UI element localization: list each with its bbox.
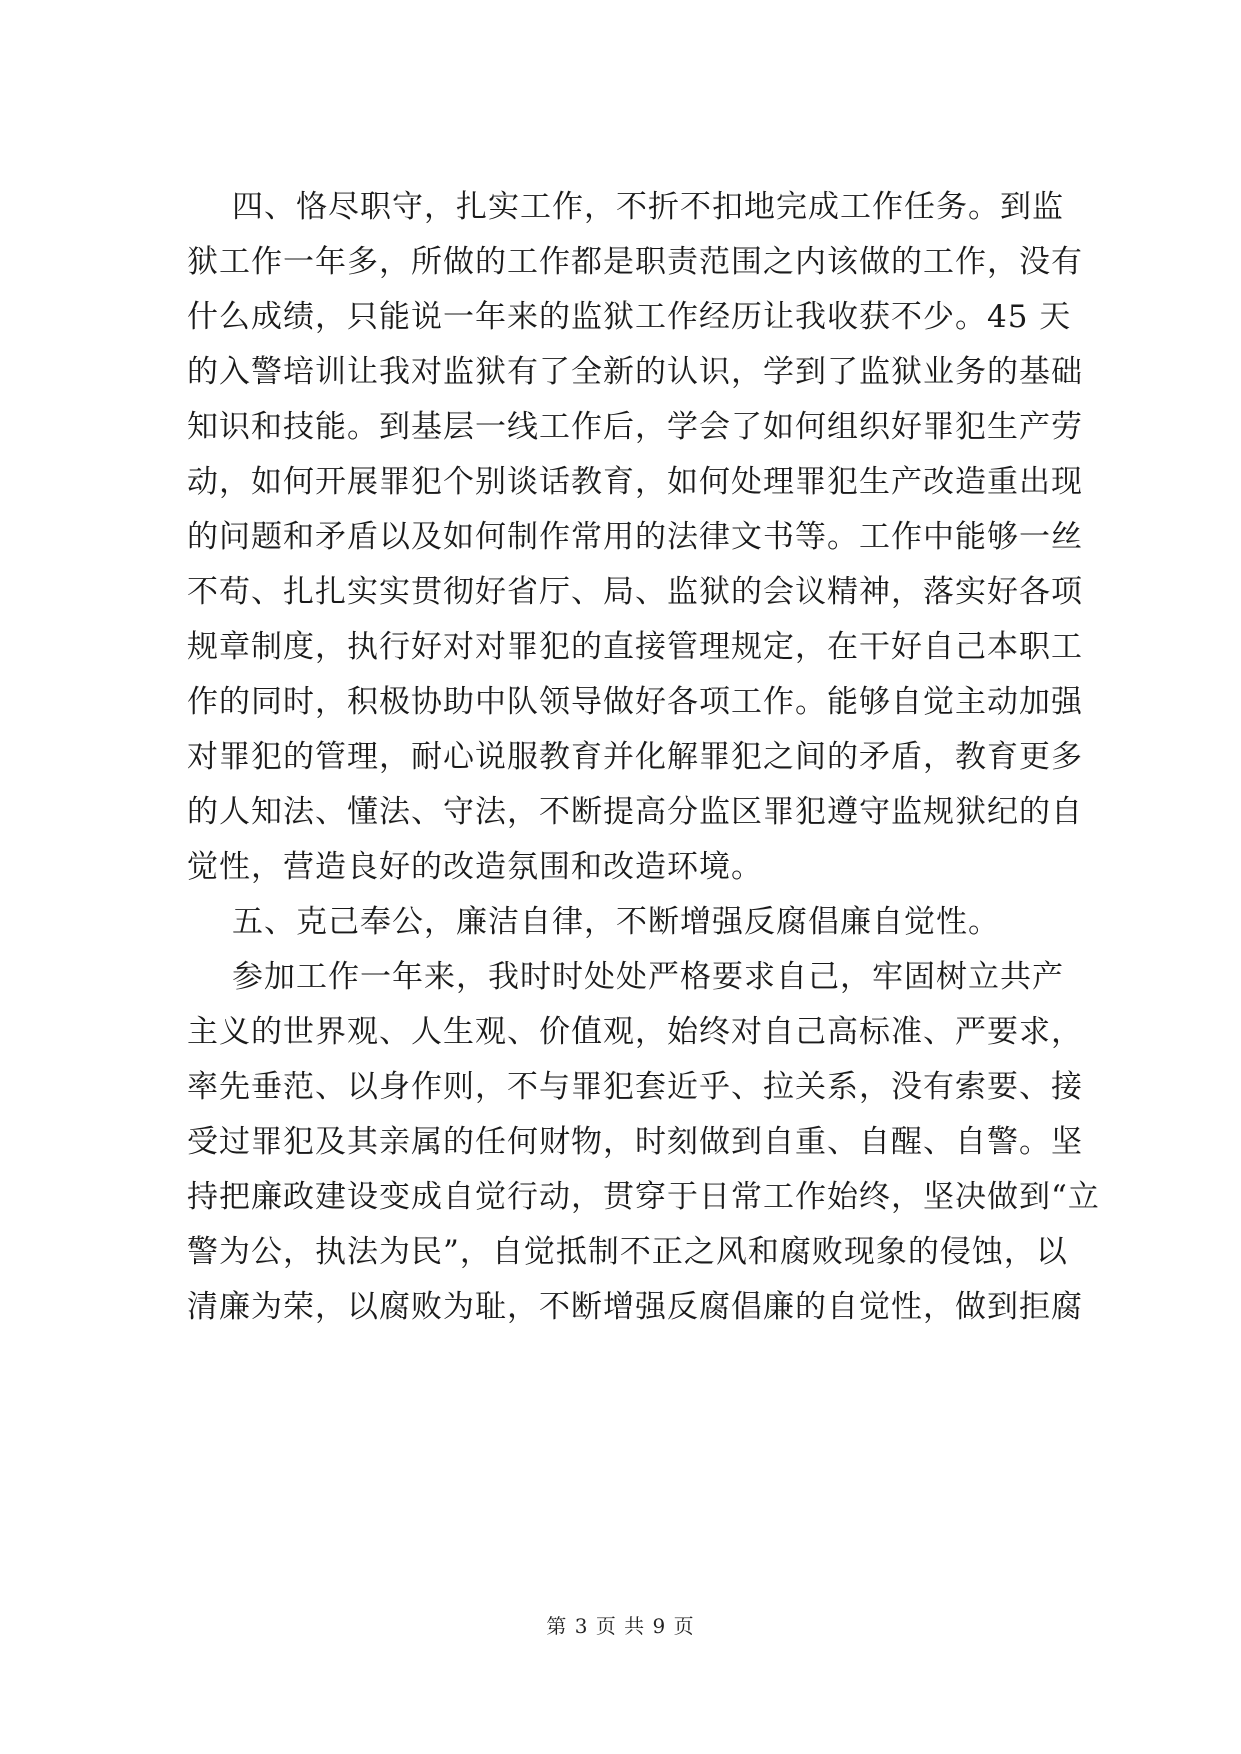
paragraph-line: 作的同时，积极协助中队领导做好各项工作。能够自觉主动加强 — [187, 684, 1083, 720]
paragraph-line: 动，如何开展罪犯个别谈话教育，如何处理罪犯生产改造重出现 — [187, 464, 1083, 500]
paragraph-line: 对罪犯的管理，耐心说服教育并化解罪犯之间的矛盾，教育更多 — [187, 739, 1083, 775]
paragraph-line: 受过罪犯及其亲属的任何财物，时刻做到自重、自醒、自警。坚 — [187, 1124, 1083, 1160]
paragraph-line: 不苟、扎扎实实贯彻好省厅、局、监狱的会议精神，落实好各项 — [187, 574, 1083, 610]
paragraph-line: 持把廉政建设变成自觉行动，贯穿于日常工作始终，坚决做到“立 — [187, 1179, 1100, 1215]
paragraph-line: 清廉为荣，以腐败为耻，不断增强反腐倡廉的自觉性，做到拒腐 — [187, 1289, 1083, 1325]
paragraph-line: 参加工作一年来，我时时处处严格要求自己，牢固树立共产 — [232, 959, 1064, 995]
paragraph-line: 率先垂范、以身作则，不与罪犯套近乎、拉关系，没有索要、接 — [187, 1069, 1083, 1105]
paragraph-line: 什么成绩，只能说一年来的监狱工作经历让我收获不少。45 天 — [187, 299, 1072, 335]
paragraph-line: 主义的世界观、人生观、价值观，始终对自己高标准、严要求， — [187, 1014, 1083, 1050]
paragraph-line: 警为公，执法为民”，自觉抵制不正之风和腐败现象的侵蚀，以 — [187, 1234, 1068, 1270]
page-number-footer: 第 3 页 共 9 页 — [546, 1614, 695, 1638]
paragraph-line: 的入警培训让我对监狱有了全新的认识，学到了监狱业务的基础 — [187, 354, 1083, 390]
paragraph-line: 的人知法、懂法、守法，不断提高分监区罪犯遵守监规狱纪的自 — [187, 794, 1083, 830]
paragraph-line: 规章制度，执行好对对罪犯的直接管理规定，在干好自己本职工 — [187, 629, 1083, 665]
section-heading: 五、克己奉公，廉洁自律，不断增强反腐倡廉自觉性。 — [232, 904, 1000, 940]
paragraph-line: 四、恪尽职守，扎实工作，不折不扣地完成工作任务。到监 — [232, 189, 1064, 225]
paragraph-line: 的问题和矛盾以及如何制作常用的法律文书等。工作中能够一丝 — [187, 519, 1083, 555]
paragraph-line: 觉性，营造良好的改造氛围和改造环境。 — [187, 849, 763, 885]
paragraph-line: 狱工作一年多，所做的工作都是职责范围之内该做的工作，没有 — [187, 244, 1083, 280]
paragraph-line: 知识和技能。到基层一线工作后，学会了如何组织好罪犯生产劳 — [187, 409, 1083, 445]
